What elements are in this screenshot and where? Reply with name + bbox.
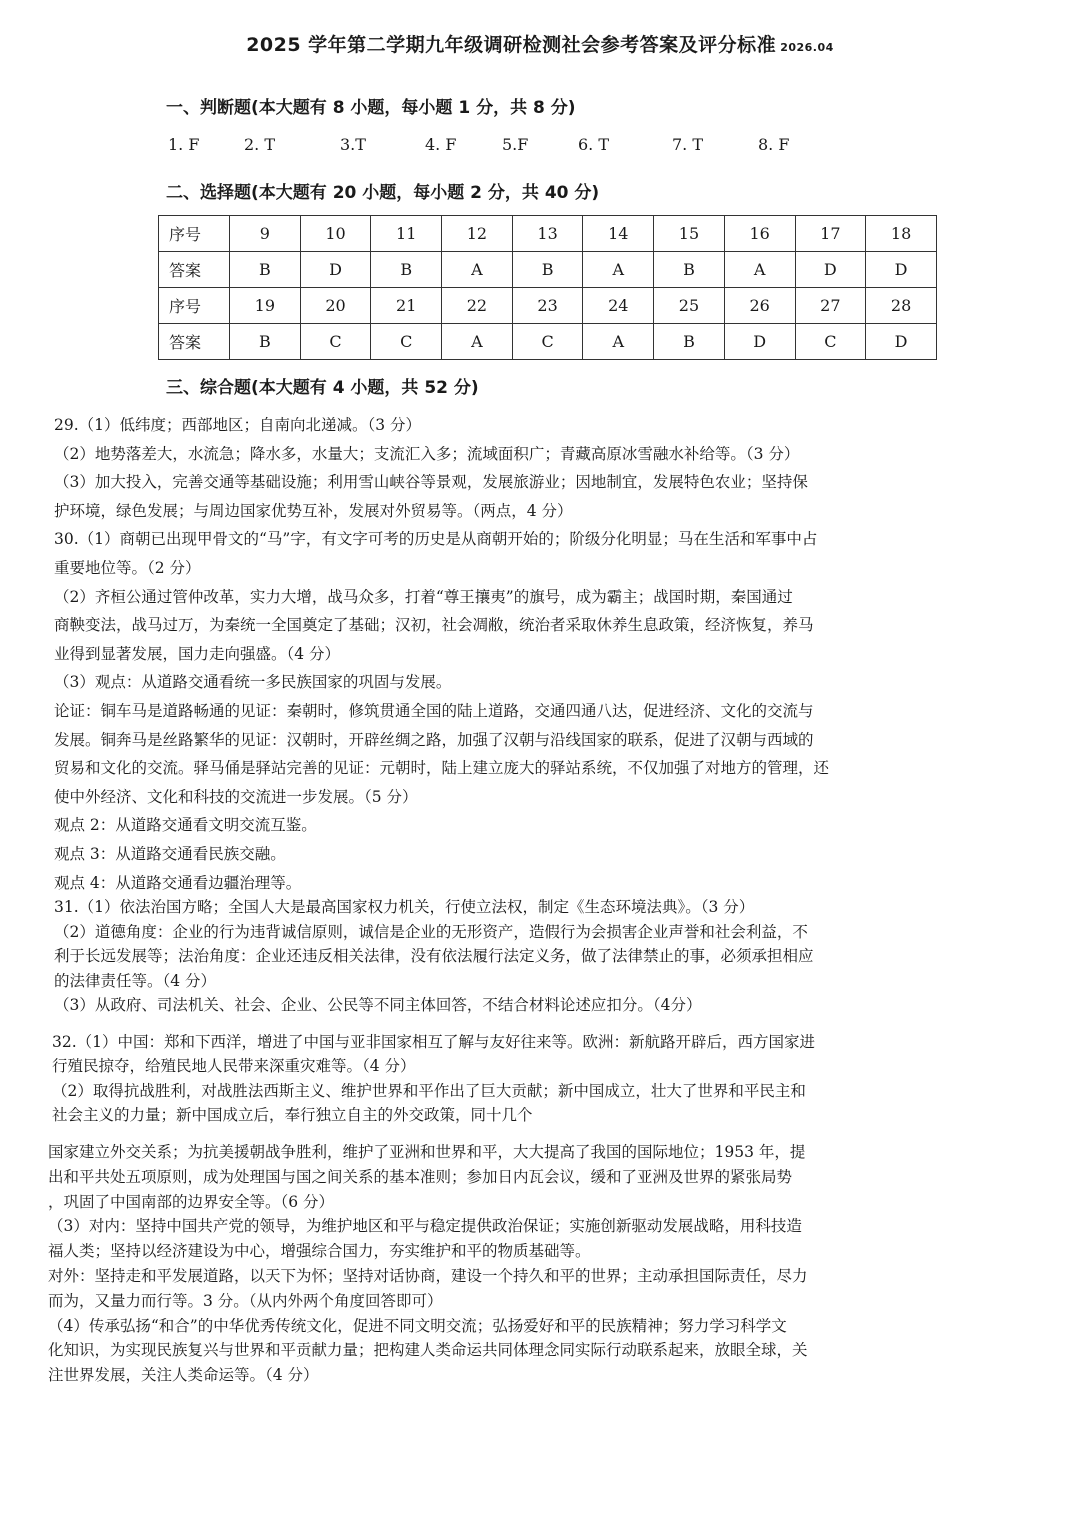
table-cell: B <box>654 324 725 360</box>
table-cell: 15 <box>654 216 725 252</box>
table-cell: 16 <box>724 216 795 252</box>
row-label: 答案 <box>159 252 230 288</box>
section3-heading: 三、综合题(本大题有 4 小题，共 52 分) <box>166 378 479 398</box>
table-cell: D <box>724 324 795 360</box>
answer-line: （3）从政府、司法机关、社会、企业、公民等不同主体回答，不结合材料论述应扣分。（4分） <box>54 996 702 1015</box>
table-cell: 25 <box>654 288 725 324</box>
answer-line: 化知识，为实现民族复兴与世界和平贡献力量；把构建人类命运共同体理念同实际行动联系起来，放眼全球，关 <box>48 1341 808 1360</box>
tf-answer: 3.T <box>340 135 366 154</box>
table-cell: 19 <box>230 288 301 324</box>
table-cell: 22 <box>442 288 513 324</box>
answer-line: 利于长远发展等；法治角度：企业还违反相关法律，没有依法履行法定义务，做了法律禁止的事，必须承担相应 <box>54 947 814 966</box>
answer-line: （2）取得抗战胜利，对战胜法西斯主义、维护世界和平作出了巨大贡献；新中国成立，壮大了世界和平民主和 <box>52 1081 806 1100</box>
tf-answer: 2. T <box>244 135 276 154</box>
table-row <box>159 288 937 324</box>
table-row <box>159 216 937 252</box>
page-title <box>0 30 1080 57</box>
table-cell: 20 <box>300 288 371 324</box>
table-cell: B <box>654 252 725 288</box>
answer-line: 国家建立外交关系；为抗美援朝战争胜利，维护了亚洲和世界和平，大大提高了我国的国际地位；1953 年，提 <box>48 1143 806 1161</box>
answer-line: 贸易和文化的交流。驿马俑是驿站完善的见证：元朝时，陆上建立庞大的驿站系统，不仅加强了对地方的管理，还 <box>54 759 830 778</box>
tf-answer: 5.F <box>502 135 529 154</box>
answer-line: （3）加大投入，完善交通等基础设施；利用雪山峡谷等景观，发展旅游业；因地制宜，发展特色农业；坚持保 <box>54 473 808 492</box>
table-cell: 27 <box>795 288 866 324</box>
tf-answer: 4. F <box>425 135 457 154</box>
answer-line: 注世界发展，关注人类命运等。（4 分） <box>48 1366 319 1385</box>
section1-heading: 一、判断题(本大题有 8 小题，每小题 1 分，共 8 分) <box>166 98 576 118</box>
answer-line: 观点 4：从道路交通看边疆治理等。 <box>54 873 302 892</box>
table-cell: 11 <box>371 216 442 252</box>
table-cell: C <box>300 324 371 360</box>
answer-line: （2）齐桓公通过管仲改革，实力大增，战马众多，打着“尊王攘夷”的旗号，成为霸主；战国时期，秦国通过 <box>54 587 793 606</box>
tf-answer: 7. T <box>672 135 704 154</box>
table-cell: 9 <box>230 216 301 252</box>
tf-answer: 1. F <box>168 135 200 154</box>
answer-line: 出和平共处五项原则，成为处理国与国之间关系的基本准则；参加日内瓦会议，缓和了亚洲及世界的紧张局势 <box>48 1167 793 1186</box>
table-cell: 24 <box>583 288 654 324</box>
section2-heading: 二、选择题(本大题有 20 小题，每小题 2 分，共 40 分) <box>166 183 600 203</box>
table-cell: C <box>795 324 866 360</box>
table-cell: B <box>512 252 583 288</box>
table-cell: D <box>866 252 937 288</box>
answer-line: （3）观点：从道路交通看统一多民族国家的巩固与发展。 <box>54 673 452 692</box>
row-label: 序号 <box>159 288 230 324</box>
answers-32-part1 <box>52 1030 815 1127</box>
table-cell: C <box>371 324 442 360</box>
table-cell: D <box>866 324 937 360</box>
answers-31 <box>54 895 814 1018</box>
table-cell: 10 <box>300 216 371 252</box>
answer-line: 重要地位等。（2 分） <box>54 558 201 577</box>
table-cell: C <box>512 324 583 360</box>
table-cell: A <box>724 252 795 288</box>
table-cell: 18 <box>866 216 937 252</box>
choice-answer-table <box>158 215 937 360</box>
row-label: 序号 <box>159 216 230 252</box>
answer-line: （2）地势落差大，水流急；降水多，水量大；支流汇入多；流域面积广；青藏高原冰雪融水补给等。（3 分） <box>54 444 800 463</box>
answers-32-part2 <box>48 1140 808 1388</box>
table-row <box>159 324 937 360</box>
tf-answer: 8. F <box>758 135 790 154</box>
answer-line: 护环境，绿色发展；与周边国家优势互补，发展对外贸易等。（两点，4 分） <box>54 501 573 520</box>
answer-line: 32.（1）中国：郑和下西洋，增进了中国与亚非国家相互了解与友好往来等。欧洲：新航路开辟后，西方国家进 <box>52 1033 816 1051</box>
answer-line: ，巩固了中国南部的边界安全等。（6 分） <box>48 1192 335 1211</box>
table-cell: A <box>583 324 654 360</box>
answer-line: 观点 2：从道路交通看文明交流互鉴。 <box>54 816 317 835</box>
table-cell: A <box>442 324 513 360</box>
table-cell: B <box>371 252 442 288</box>
table-cell: 28 <box>866 288 937 324</box>
table-cell: A <box>583 252 654 288</box>
table-cell: D <box>300 252 371 288</box>
table-cell: B <box>230 324 301 360</box>
row-label: 答案 <box>159 324 230 360</box>
answer-line: 29.（1）低纬度；西部地区；自南向北递减。（3 分） <box>54 416 422 434</box>
answer-line: 观点 3：从道路交通看民族交融。 <box>54 844 286 863</box>
answer-line: （4）传承弘扬“和合”的中华优秀传统文化，促进不同文明交流；弘扬爱好和平的民族精神；努力学习科学文 <box>48 1316 787 1335</box>
answer-line: （3）对内：坚持中国共产党的领导，为维护地区和平与稳定提供政治保证；实施创新驱动发展战略，用科技造 <box>48 1217 802 1236</box>
table-cell: 21 <box>371 288 442 324</box>
answer-line: 福人类；坚持以经济建设为中心，增强综合国力，夯实维护和平的物质基础等。 <box>48 1242 591 1261</box>
answer-line: 31.（1）依法治国方略；全国人大是最高国家权力机关，行使立法权，制定《生态环境法典》。（3 分） <box>54 898 755 916</box>
table-cell: 17 <box>795 216 866 252</box>
answer-line: 论证：铜车马是道路畅通的见证：秦朝时，修筑贯通全国的陆上道路，交通四通八达，促进经济、文化的交流与 <box>54 701 814 720</box>
table-cell: A <box>442 252 513 288</box>
title-main: 2025 学年第二学期九年级调研检测社会参考答案及评分标准 <box>246 34 777 56</box>
answer-line: 使中外经济、文化和科技的交流进一步发展。（5 分） <box>54 787 418 806</box>
answer-line: 而为，又量力而行等。3 分。（从内外两个角度回答即可） <box>48 1291 443 1310</box>
answers-29-30 <box>54 411 829 897</box>
answer-line: 30.（1）商朝已出现甲骨文的“马”字，有文字可考的历史是从商朝开始的；阶级分化明显；马在生活和军事中占 <box>54 530 818 549</box>
answer-line: 的法律责任等。（4 分） <box>54 971 217 990</box>
table-cell: B <box>230 252 301 288</box>
table-cell: 13 <box>512 216 583 252</box>
answer-line: 业得到显著发展，国力走向强盛。（4 分） <box>54 644 341 663</box>
table-cell: 14 <box>583 216 654 252</box>
answer-line: 发展。铜奔马是丝路繁华的见证：汉朝时，开辟丝绸之路，加强了汉朝与沿线国家的联系，促进了汉朝与西域的 <box>54 730 814 749</box>
answer-line: 对外：坚持走和平发展道路，以天下为怀；坚持对话协商，建设一个持久和平的世界；主动承担国际责任，尽力 <box>48 1266 808 1285</box>
answer-line: 商鞅变法，战马过万，为秦统一全国奠定了基础；汉初，社会凋敝，统治者采取休养生息政策，经济恢复，养马 <box>54 616 814 635</box>
answer-line: （2）道德角度：企业的行为违背诚信原则，诚信是企业的无形资产，造假行为会损害企业声誉和社会利益，不 <box>54 922 808 941</box>
table-cell: D <box>795 252 866 288</box>
answer-line: 社会主义的力量；新中国成立后，奉行独立自主的外交政策，同十几个 <box>52 1105 533 1124</box>
tf-answer: 6. T <box>578 135 610 154</box>
title-date: 2026.04 <box>780 41 834 54</box>
table-cell: 26 <box>724 288 795 324</box>
answer-line: 行殖民掠夺，给殖民地人民带来深重灾难等。（4 分） <box>52 1057 416 1076</box>
table-cell: 12 <box>442 216 513 252</box>
table-row <box>159 252 937 288</box>
table-cell: 23 <box>512 288 583 324</box>
